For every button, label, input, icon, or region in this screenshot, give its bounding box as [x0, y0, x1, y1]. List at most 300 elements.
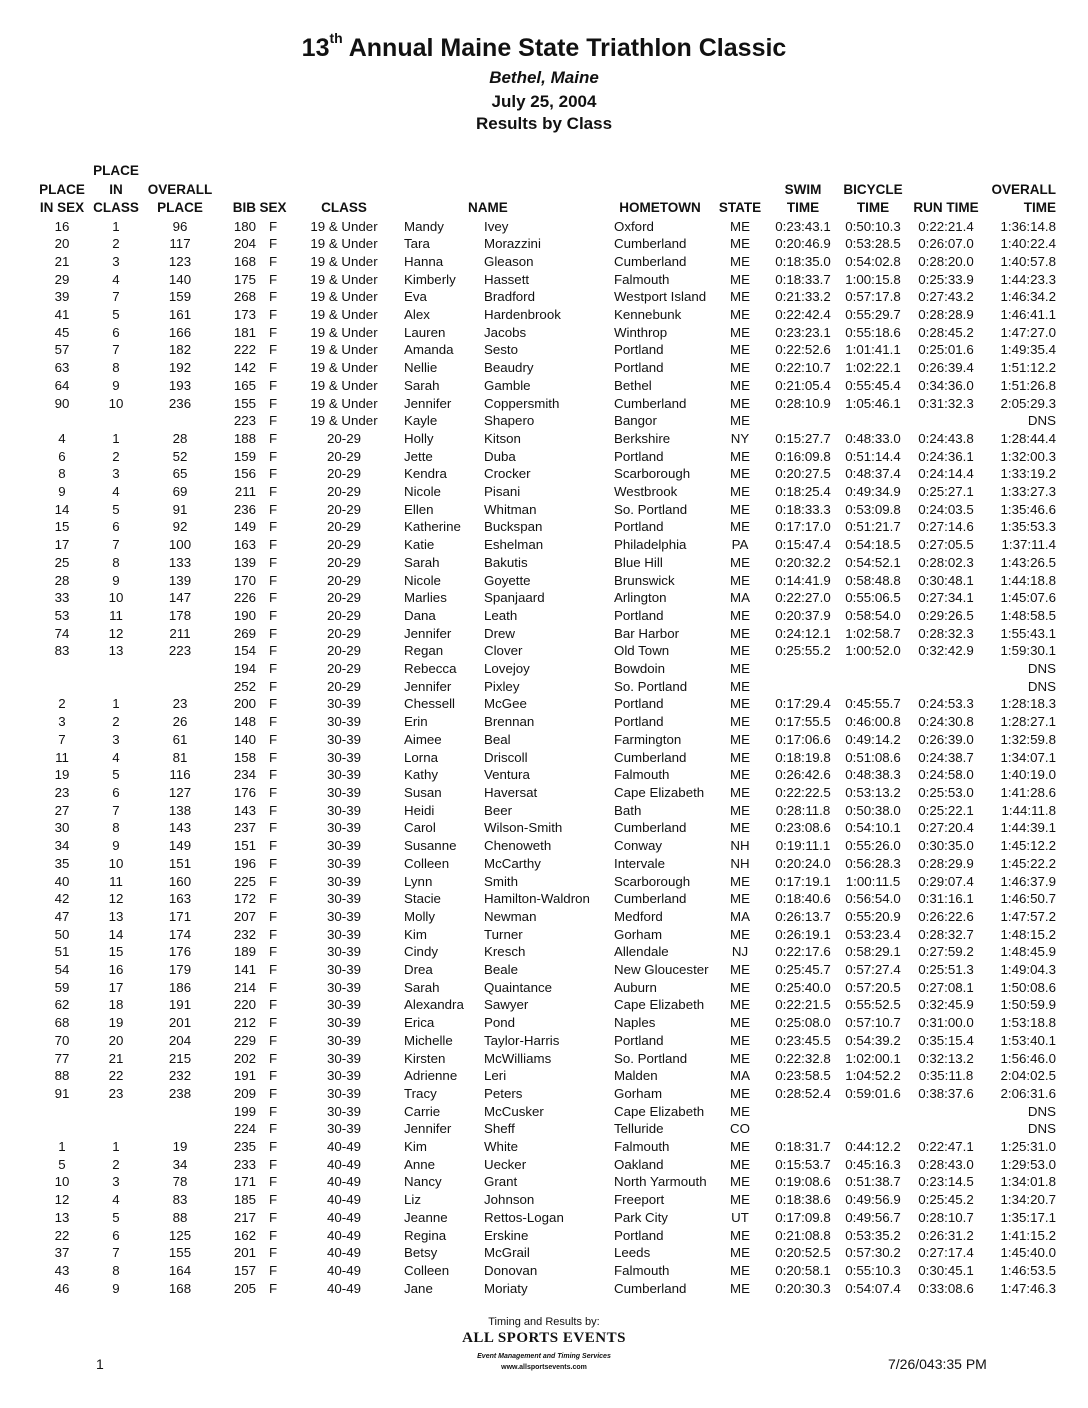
cell-last-name: Morazzini [484, 236, 541, 252]
cell-swim-time: 0:25:08.0 [775, 1015, 831, 1031]
cell-bicycle-time: 0:55:29.7 [845, 307, 901, 323]
cell-class: 19 & Under [310, 289, 378, 305]
cell-overall-place: 91 [172, 501, 188, 517]
cell-overall-time: 1:33:27.3 [1000, 484, 1056, 500]
cell-state: ME [730, 572, 750, 588]
cell-class: 30-39 [326, 855, 361, 871]
cell-class: 40-49 [326, 1174, 361, 1190]
cell-overall-place: 88 [172, 1209, 188, 1225]
cell-hometown: So. Portland [614, 678, 688, 694]
cell-overall-place: 192 [168, 360, 192, 376]
cell-overall-time: 1:35:17.1 [1000, 1209, 1056, 1225]
cell-overall-time: DNS [1027, 678, 1056, 694]
col-name: NAME [468, 200, 508, 215]
cell-last-name: McGrail [484, 1245, 530, 1261]
event-date: July 25, 2004 [491, 92, 597, 111]
cell-class: 40-49 [326, 1209, 361, 1225]
cell-run-time: 0:26:39.4 [918, 360, 974, 376]
cell-place-in-class: 5 [112, 307, 120, 323]
cell-bicycle-time [838, 660, 908, 678]
cell-run-time: 0:31:00.0 [918, 1015, 974, 1031]
cell-class: 30-39 [326, 908, 361, 924]
cell-overall-time: 1:34:20.7 [1000, 1192, 1056, 1208]
cell-swim-time: 0:21:33.2 [775, 289, 831, 305]
cell-place-in-sex: 17 [54, 537, 70, 553]
cell-place-in-sex: 63 [54, 360, 70, 376]
cell-overall-place: 174 [168, 926, 192, 942]
cell-overall-time: 1:51:12.2 [1000, 360, 1056, 376]
cell-first-name: Erin [404, 714, 428, 730]
cell-first-name: Marlies [404, 590, 447, 606]
cell-first-name: Hanna [404, 253, 444, 269]
table-row [34, 359, 1056, 377]
cell-class: 40-49 [326, 1262, 361, 1278]
cell-swim-time: 0:15:27.7 [775, 430, 831, 446]
cell-state: NH [730, 855, 750, 871]
all-sports-events-logo: ALL SPORTS EVENTS [462, 1330, 626, 1346]
table-row [34, 695, 1056, 713]
cell-bicycle-time: 0:55:26.0 [845, 838, 901, 854]
cell-overall-place: 163 [168, 891, 192, 907]
cell-sex: F [268, 802, 278, 818]
cell-last-name: Brennan [484, 714, 535, 730]
cell-bib: 232 [233, 926, 256, 942]
cell-state: ME [730, 1139, 750, 1155]
cell-last-name: Pond [484, 1015, 516, 1031]
cell-bicycle-time: 0:45:55.7 [845, 696, 901, 712]
cell-class: 20-29 [326, 501, 361, 517]
cell-sex: F [268, 253, 278, 269]
cell-place-in-sex [34, 1120, 90, 1138]
cell-class: 30-39 [326, 962, 361, 978]
cell-swim-time [768, 1103, 838, 1121]
cell-hometown: Arlington [614, 590, 667, 606]
cell-bib: 201 [233, 1245, 256, 1261]
table-row [34, 253, 1056, 271]
cell-run-time: 0:25:53.0 [918, 785, 974, 800]
cell-overall-time: 1:46:41.1 [1000, 307, 1056, 323]
cell-place-in-sex: 13 [54, 1209, 70, 1225]
cell-overall-time: 1:43:26.5 [1000, 554, 1056, 570]
cell-bicycle-time: 0:49:34.9 [845, 484, 901, 500]
cell-swim-time: 0:16:09.8 [775, 448, 831, 464]
table-row [34, 943, 1056, 961]
cell-run-time: 0:28:43.0 [918, 1156, 974, 1172]
cell-swim-time: 0:18:31.7 [775, 1139, 831, 1155]
cell-class: 20-29 [326, 448, 361, 464]
cell-swim-time: 0:15:53.7 [775, 1156, 831, 1172]
cell-sex: F [268, 501, 278, 517]
cell-first-name: Aimee [404, 731, 442, 747]
cell-place-in-sex: 47 [54, 908, 70, 924]
cell-place-in-sex: 10 [54, 1174, 70, 1190]
cell-bicycle-time: 0:57:20.5 [845, 979, 901, 995]
cell-first-name: Jette [404, 448, 433, 464]
cell-place-in-sex: 46 [54, 1280, 70, 1296]
cell-swim-time: 0:18:38.6 [775, 1192, 831, 1208]
cell-class: 19 & Under [310, 360, 378, 376]
cell-overall-time: 1:47:46.3 [1000, 1280, 1056, 1296]
cell-run-time: 0:28:10.7 [918, 1209, 974, 1225]
cell-overall-time: 1:46:53.5 [1000, 1262, 1056, 1278]
cell-sex: F [268, 1227, 278, 1243]
cell-state: ME [730, 1245, 750, 1261]
cell-bicycle-time: 1:00:15.8 [845, 271, 901, 287]
cell-bib: 207 [233, 908, 256, 924]
table-row [34, 713, 1056, 731]
cell-overall-time: 2:05:29.3 [1000, 395, 1056, 411]
cell-run-time: 0:24:38.7 [918, 749, 974, 765]
cell-overall-place: 223 [168, 643, 192, 659]
cell-swim-time: 0:20:27.5 [775, 466, 831, 482]
cell-place-in-sex: 1 [58, 1139, 66, 1155]
cell-bib: 165 [233, 377, 256, 393]
cell-first-name: Colleen [404, 1262, 450, 1278]
cell-class: 20-29 [326, 661, 361, 677]
cell-overall-place: 123 [168, 253, 192, 269]
cell-place-in-sex: 41 [54, 307, 70, 323]
cell-state: ME [730, 307, 750, 323]
cell-overall-place: 236 [168, 395, 192, 411]
cell-sex: F [268, 360, 278, 376]
cell-run-time [908, 678, 984, 696]
cell-bicycle-time [838, 1120, 908, 1138]
cell-sex: F [268, 218, 278, 234]
cell-place-in-class: 5 [112, 1209, 120, 1225]
cell-place-in-class: 4 [112, 271, 120, 287]
cell-swim-time: 0:20:24.0 [775, 855, 831, 871]
cell-hometown: North Yarmouth [614, 1174, 707, 1190]
cell-last-name: Beer [484, 802, 513, 818]
cell-place-in-sex: 90 [54, 395, 70, 411]
cell-class: 40-49 [326, 1245, 361, 1261]
cell-overall-place: 116 [169, 767, 191, 783]
cell-hometown: Bangor [614, 413, 657, 429]
cell-last-name: Eshelman [484, 537, 544, 553]
cell-run-time: 0:30:45.1 [918, 1262, 974, 1278]
cell-bicycle-time: 0:56:54.0 [845, 891, 901, 907]
cell-bib: 223 [233, 413, 256, 429]
cell-place-in-sex: 88 [54, 1068, 70, 1084]
table-body [34, 218, 1056, 1298]
col-swim-time: SWIM TIME [784, 181, 822, 215]
cell-run-time: 0:28:45.2 [918, 324, 974, 340]
cell-sex: F [268, 1156, 278, 1172]
cell-state: ME [730, 1156, 750, 1172]
cell-first-name: Heidi [404, 802, 435, 818]
cell-swim-time: 0:25:45.7 [775, 962, 831, 978]
cell-place-in-class: 13 [108, 908, 124, 924]
cell-first-name: Sarah [404, 554, 440, 570]
cell-last-name: Duba [484, 448, 516, 464]
cell-place-in-class: 3 [112, 1174, 120, 1190]
cell-bicycle-time: 0:50:10.3 [845, 218, 901, 234]
cell-place-in-class: 4 [112, 484, 120, 500]
cell-hometown: Portland [614, 696, 664, 712]
cell-place-in-class: 10 [108, 855, 124, 871]
cell-place-in-sex: 23 [54, 785, 70, 800]
cell-first-name: Amanda [404, 342, 454, 358]
cell-bib: 168 [233, 253, 256, 269]
cell-hometown: Portland [614, 1032, 664, 1048]
cell-run-time: 0:31:16.1 [918, 891, 974, 907]
cell-hometown: Westport Island [614, 289, 707, 305]
cell-hometown: Portland [614, 360, 664, 376]
cell-class: 20-29 [326, 466, 361, 482]
cell-place-in-sex: 91 [54, 1085, 70, 1101]
cell-first-name: Nancy [404, 1174, 442, 1190]
cell-swim-time: 0:18:33.7 [775, 271, 831, 287]
col-place-in-sex: PLACE IN SEX [39, 181, 85, 215]
cell-bib: 181 [233, 324, 256, 340]
cell-overall-place: 155 [168, 1245, 192, 1261]
cell-overall-place: 26 [172, 714, 188, 730]
cell-overall-place [142, 660, 218, 678]
cell-place-in-sex: 57 [54, 342, 70, 358]
page-title: 13th Annual Maine State Triathlon Classic [301, 30, 787, 62]
cell-run-time: 0:29:26.5 [918, 607, 974, 623]
cell-place-in-class: 16 [108, 962, 124, 978]
cell-bib: 141 [233, 962, 256, 978]
cell-bicycle-time: 0:54:39.2 [845, 1032, 901, 1048]
cell-overall-place: 147 [168, 590, 192, 606]
cell-swim-time: 0:17:06.6 [775, 731, 831, 747]
table-row [34, 837, 1056, 855]
cell-class: 20-29 [326, 678, 361, 694]
cell-first-name: Sarah [404, 979, 440, 995]
cell-bib: 157 [233, 1262, 256, 1278]
cell-place-in-sex [34, 412, 90, 430]
cell-place-in-class: 8 [112, 360, 120, 376]
table-row [34, 660, 1056, 678]
cell-sex: F [268, 1015, 278, 1031]
cell-sex: F [268, 731, 278, 747]
cell-place-in-class: 15 [108, 944, 124, 960]
cell-bicycle-time: 0:55:45.4 [845, 377, 901, 393]
cell-swim-time: 0:20:30.3 [775, 1280, 831, 1296]
cell-overall-place: 52 [172, 448, 188, 464]
table-row [34, 1120, 1056, 1138]
cell-bicycle-time: 0:58:29.1 [845, 944, 901, 960]
table-row [34, 1032, 1056, 1050]
cell-overall-place: 171 [168, 908, 192, 924]
cell-overall-time: 1:40:22.4 [1000, 236, 1056, 252]
table-row [34, 501, 1056, 519]
cell-place-in-sex: 62 [54, 997, 70, 1013]
table-row [34, 306, 1056, 324]
cell-swim-time: 0:26:13.7 [775, 908, 831, 924]
cell-place-in-class: 6 [112, 785, 120, 800]
cell-hometown: Gorham [614, 1085, 663, 1101]
cell-hometown: Portland [614, 1227, 664, 1243]
cell-state: ME [730, 979, 750, 995]
cell-overall-place [142, 1120, 218, 1138]
cell-state: NY [730, 430, 750, 446]
cell-place-in-sex: 20 [54, 236, 70, 252]
cell-place-in-class [90, 412, 142, 430]
cell-place-in-sex: 14 [54, 501, 70, 517]
cell-overall-place: 232 [168, 1068, 192, 1084]
cell-place-in-class: 10 [108, 590, 124, 606]
cell-first-name: Lauren [404, 324, 446, 340]
results-table [34, 162, 1056, 1297]
cell-state: NJ [731, 944, 749, 960]
cell-class: 20-29 [326, 519, 361, 535]
cell-place-in-class: 7 [112, 802, 120, 818]
cell-hometown: So. Portland [614, 501, 688, 517]
cell-swim-time: 0:20:52.5 [775, 1245, 831, 1261]
cell-hometown: Falmouth [614, 1262, 670, 1278]
cell-hometown: Cumberland [614, 236, 687, 252]
cell-class: 40-49 [326, 1227, 361, 1243]
cell-hometown: Berkshire [614, 430, 671, 446]
cell-hometown: Winthrop [614, 324, 668, 340]
cell-place-in-class: 6 [112, 519, 120, 535]
cell-hometown: Cumberland [614, 1280, 687, 1296]
cell-sex: F [268, 944, 278, 960]
cell-place-in-class: 9 [112, 1280, 120, 1296]
cell-place-in-class: 1 [112, 696, 120, 712]
cell-place-in-class: 20 [108, 1032, 124, 1048]
cell-bib: 155 [233, 395, 256, 411]
cell-overall-time: 1:32:59.8 [1000, 731, 1056, 747]
cell-place-in-sex: 35 [54, 855, 70, 871]
cell-place-in-sex: 39 [54, 289, 70, 305]
cell-hometown: Portland [614, 342, 664, 358]
cell-bicycle-time: 0:44:12.2 [845, 1139, 901, 1155]
cell-place-in-sex: 74 [54, 625, 70, 641]
cell-bib: 212 [233, 1015, 256, 1031]
cell-state: ME [730, 802, 750, 818]
cell-place-in-class: 11 [109, 873, 123, 889]
cell-bicycle-time: 0:58:48.8 [845, 572, 901, 588]
cell-bicycle-time [838, 1103, 908, 1121]
cell-overall-place: 28 [172, 430, 188, 446]
cell-bib: 236 [233, 501, 256, 517]
cell-first-name: Kendra [404, 466, 447, 482]
cell-hometown: Brunswick [614, 572, 675, 588]
cell-overall-place: 65 [172, 466, 188, 482]
cell-place-in-class: 7 [112, 537, 120, 553]
cell-place-in-sex: 50 [54, 926, 70, 942]
cell-class: 40-49 [326, 1280, 361, 1296]
cell-overall-place: 117 [169, 236, 191, 252]
cell-run-time: 0:33:08.6 [918, 1280, 974, 1296]
table-row [34, 642, 1056, 660]
cell-bicycle-time: 0:58:54.0 [845, 607, 901, 623]
cell-swim-time [768, 678, 838, 696]
table-row [34, 1244, 1056, 1262]
cell-overall-time: 1:51:26.8 [1000, 377, 1056, 393]
cell-first-name: Regan [404, 643, 444, 659]
cell-bicycle-time: 0:51:14.4 [845, 448, 901, 464]
cell-bib: 224 [233, 1121, 256, 1137]
cell-last-name: Beale [484, 962, 519, 978]
cell-sex: F [268, 661, 278, 677]
cell-bib: 199 [233, 1103, 256, 1119]
cell-bib: 140 [233, 731, 256, 747]
cell-place-in-sex: 34 [54, 838, 70, 854]
cell-swim-time: 0:21:05.4 [775, 377, 831, 393]
cell-place-in-sex: 19 [54, 767, 70, 783]
cell-class: 30-39 [326, 873, 361, 889]
cell-hometown: Malden [614, 1068, 658, 1084]
cell-class: 30-39 [326, 714, 361, 730]
col-bib: BIB [232, 200, 256, 215]
cell-run-time: 0:27:08.1 [918, 979, 974, 995]
cell-state: ME [730, 820, 750, 836]
cell-hometown: Falmouth [614, 767, 670, 783]
cell-place-in-class: 3 [112, 731, 120, 747]
cell-overall-place: 78 [172, 1174, 188, 1190]
cell-last-name: Turner [484, 926, 523, 942]
cell-sex: F [268, 236, 278, 252]
cell-last-name: Grant [484, 1174, 518, 1190]
table-row [34, 1138, 1056, 1156]
cell-first-name: Kirsten [404, 1050, 446, 1066]
cell-last-name: Kitson [484, 430, 521, 446]
cell-place-in-sex: 68 [54, 1015, 70, 1031]
table-row [34, 448, 1056, 466]
table-row [34, 430, 1056, 448]
cell-run-time: 0:28:32.3 [918, 625, 974, 641]
cell-state: ME [730, 360, 750, 376]
cell-class: 40-49 [326, 1192, 361, 1208]
cell-bib: 173 [233, 307, 256, 323]
cell-place-in-class: 22 [108, 1068, 124, 1084]
cell-first-name: Susanne [404, 838, 457, 854]
table-row [34, 979, 1056, 997]
cell-last-name: Peters [484, 1085, 523, 1101]
cell-place-in-sex: 6 [58, 448, 66, 464]
cell-class: 30-39 [326, 1032, 361, 1048]
cell-overall-time: 1:32:00.3 [1000, 448, 1056, 464]
cell-first-name: Drea [404, 962, 433, 978]
cell-overall-place: 127 [168, 785, 192, 800]
logo-tagline: Event Management and Timing Services [477, 1353, 611, 1360]
cell-bicycle-time: 0:45:16.3 [845, 1156, 901, 1172]
cell-overall-place: 143 [168, 820, 192, 836]
cell-first-name: Cindy [404, 944, 438, 960]
cell-bib: 209 [233, 1085, 256, 1101]
cell-sex: F [268, 908, 278, 924]
cell-last-name: Gleason [484, 253, 534, 269]
cell-overall-time: 1:34:01.8 [1000, 1174, 1056, 1190]
table-row [34, 235, 1056, 253]
table-row [34, 607, 1056, 625]
cell-overall-place: 69 [172, 484, 188, 500]
cell-swim-time: 0:23:08.6 [775, 820, 831, 836]
cell-run-time: 0:38:37.6 [918, 1085, 974, 1101]
cell-hometown: Falmouth [614, 271, 670, 287]
cell-bicycle-time [838, 678, 908, 696]
cell-hometown: Intervale [614, 855, 665, 871]
cell-state: ME [730, 1227, 750, 1243]
cell-swim-time: 0:23:43.1 [775, 218, 831, 234]
cell-bib: 191 [233, 1068, 256, 1084]
cell-hometown: Auburn [614, 979, 657, 995]
cell-run-time: 0:24:14.4 [918, 466, 974, 482]
cell-class: 30-39 [326, 944, 361, 960]
cell-last-name: Donovan [484, 1262, 538, 1278]
cell-class: 30-39 [326, 1103, 361, 1119]
cell-swim-time: 0:18:40.6 [775, 891, 831, 907]
cell-hometown: Cumberland [614, 820, 687, 836]
cell-class: 19 & Under [310, 236, 378, 252]
cell-place-in-class: 9 [112, 838, 120, 854]
cell-bib: 143 [233, 802, 256, 818]
cell-place-in-sex: 8 [58, 466, 66, 482]
